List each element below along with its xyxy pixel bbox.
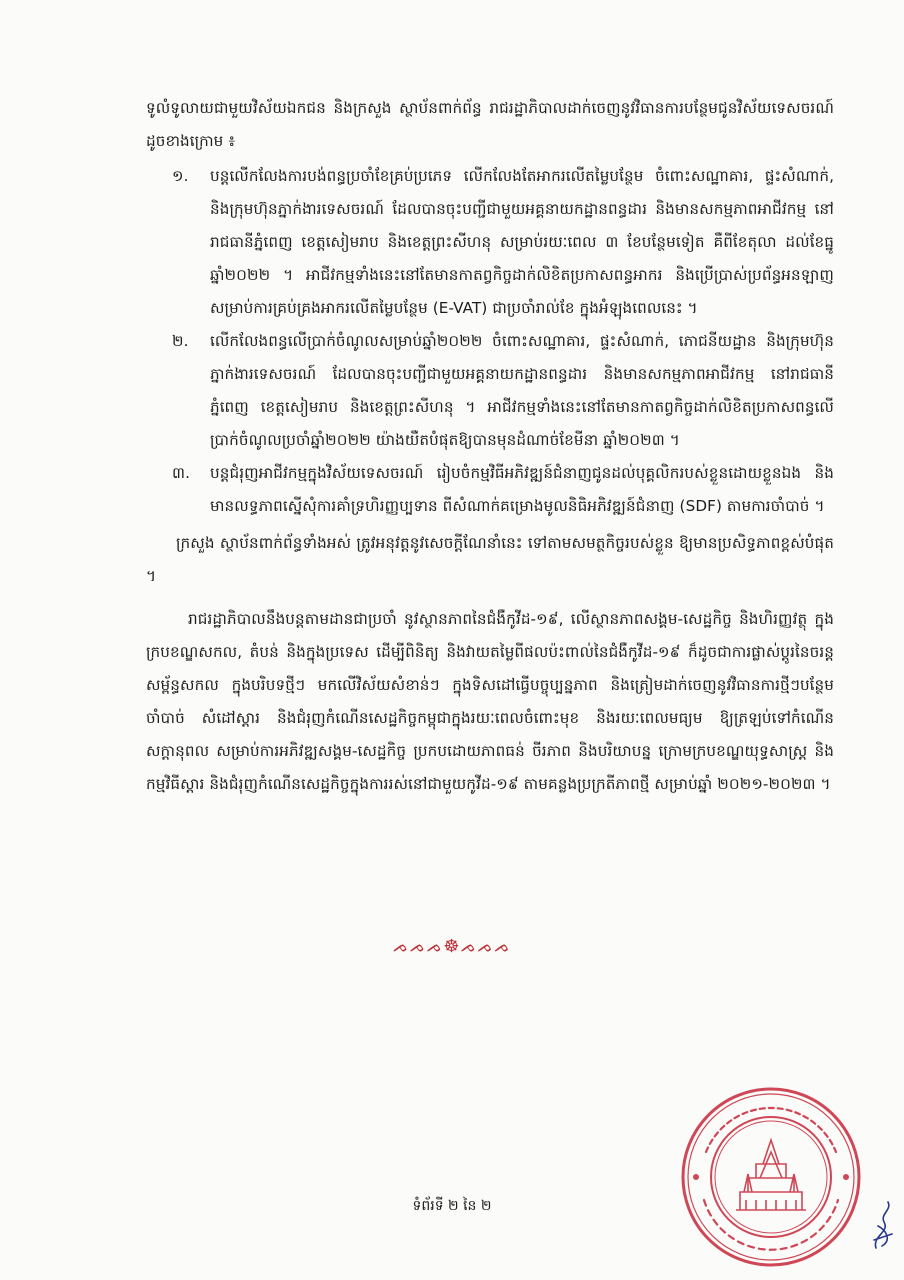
page-number: ទំព័រទី ២ នៃ ២ <box>412 1198 492 1214</box>
list-item <box>146 160 834 325</box>
list-item-text: លើកលែងពន្ធលើប្រាក់ចំណូលសម្រាប់ឆ្នាំ២០២២ ចំពោះសណ្ឋាគារ, ផ្ទះសំណាក់, ភោជនីយដ្ឋាន និងក្រុមហ៊ុនភ្នាក់ងារទេសចរណ៍ ដែលបានចុះបញ្ជីជាមួយអគ្គនាយកដ្ឋានពន្ធដារ និងមានសកម្មភាពអាជីវកម្ម នៅរាជធានីភ្នំពេញ ខេត្តសៀមរាប និងខេត្តព្រះសីហនុ ។ អាជីវកម្មទាំងនេះនៅតែមានកាតព្វកិច្ចដាក់លិខិតប្រកាសពន្ធលើប្រាក់ចំណូលប្រចាំឆ្នាំ២០២២ យ៉ាងយឺតបំផុតឱ្យបានមុនដំណាច់ខែមីនា ឆ្នាំ២០២៣ ។ <box>210 332 834 449</box>
signature-icon <box>868 1196 898 1256</box>
ministries-paragraph: ក្រសួង ស្ថាប័នពាក់ព័ន្ធទាំងអស់ ត្រូវអនុវត្តនូវសេចក្តីណែនាំនេះ ទៅតាមសមត្ថកិច្ចរបស់ខ្លួន ឱ្យមានប្រសិទ្ធភាពខ្ពស់បំផុត ។ <box>146 534 834 585</box>
intro-paragraph: ទូលំទូលាយជាមួយវិស័យឯកជន និងក្រសួង ស្ថាប័នពាក់ព័ន្ធ រាជរដ្ឋាភិបាលដាក់ចេញនូវវិធានការបន្ថែមជូនវិស័យទេសចរណ៍ ដូចខាងក្រោម ៖ <box>146 99 834 150</box>
official-seal-icon <box>676 1082 866 1272</box>
document-body <box>146 92 834 801</box>
list-item-number: ៣. <box>172 464 191 482</box>
list-item-text: បន្តជំរុញអាជីវកម្មក្នុងវិស័យទេសចរណ៍ រៀបចំកម្មវិធីអភិវឌ្ឍន៍ជំនាញជូនដល់បុគ្គលិករបស់ខ្លួនដោយខ្លួនឯង និងមានលទ្ធភាពស្នើសុំការគាំទ្រហិរញ្ញប្បទាន ពីសំណាក់គម្រោងមូលនិធិអភិវឌ្ឍន៍ជំនាញ (SDF) តាមការចាំបាច់ ។ <box>210 464 834 515</box>
government-paragraph: រាជរដ្ឋាភិបាលនឹងបន្តតាមដានជាប្រចាំ នូវស្ថានភាពនៃជំងឺកូវីដ-១៩, លើស្ថានភាពសង្គម-សេដ្ឋកិច្ច និងហិរញ្ញវត្ថុ ក្នុងក្របខណ្ឌសកល, តំបន់ និងក្នុងប្រទេស ដើម្បីពិនិត្យ និងវាយតម្លៃពីផលប៉ះពាល់នៃជំងឺកូវីដ-១៩ ក៏ដូចជាការផ្លាស់ប្តូរនៃចរន្តសម្ព័ន្ធសកល ក្នុងបរិបទថ្មីៗ មកលើវិស័យសំខាន់ៗ ក្នុងទិសដៅធ្វើបច្ចុប្បន្នភាព និងត្រៀមដាក់ចេញនូវវិធានការថ្មីៗបន្ថែមចាំបាច់ សំដៅស្តារ និងជំរុញកំណើនសេដ្ឋកិច្ចកម្ពុជាក្នុងរយៈពេលចំពោះមុខ និងរយៈពេលមធ្យម ឱ្យត្រឡប់ទៅកំណើនសក្តានុពល សម្រាប់ការអភិវឌ្ឍសង្គម-សេដ្ឋកិច្ច ប្រកបដោយភាពធន់ ចីរភាព និងបរិយាបន្ន ក្រោមក្របខណ្ឌយុទ្ធសាស្ត្រ និងកម្មវិធីស្តារ និងជំរុញកំណើនសេដ្ឋកិច្ចក្នុងការរស់នៅជាមួយកូវីដ-១៩ តាមគន្លងប្រក្រតីភាពថ្មី សម្រាប់ឆ្នាំ ២០២១-២០២៣ ។ <box>146 610 834 793</box>
closing-ornament: ᨍᨍᨍ☸ᨍᨍᨍ <box>392 936 512 957</box>
list-item-number: ២. <box>172 332 189 350</box>
list-item <box>146 457 834 523</box>
list-item <box>146 325 834 457</box>
measures-list <box>146 160 834 523</box>
list-item-number: ១. <box>172 167 189 185</box>
list-item-text: បន្តលើកលែងការបង់ពន្ធប្រចាំខែគ្រប់ប្រភេទ លើកលែងតែអាករលើតម្លៃបន្ថែម ចំពោះសណ្ឋាគារ, ផ្ទះសំណាក់, និងក្រុមហ៊ុនភ្នាក់ងារទេសចរណ៍ ដែលបានចុះបញ្ជីជាមួយអគ្គនាយកដ្ឋានពន្ធដារ និងមានសកម្មភាពអាជីវកម្ម នៅរាជធានីភ្នំពេញ ខេត្តសៀមរាប និងខេត្តព្រះសីហនុ សម្រាប់រយៈពេល ៣ ខែបន្ថែមទៀត គឺពីខែតុលា ដល់ខែធ្នូ ឆ្នាំ២០២២ ។ អាជីវកម្មទាំងនេះនៅតែមានកាតព្វកិច្ចដាក់លិខិតប្រកាសពន្ធអាករ និងប្រើប្រាស់ប្រព័ន្ធអនឡាញ សម្រាប់ការគ្រប់គ្រងអាករលើតម្លៃបន្ថែម (E-VAT) ជាប្រចាំរាល់ខែ ក្នុងអំឡុងពេលនេះ ។ <box>210 167 834 317</box>
